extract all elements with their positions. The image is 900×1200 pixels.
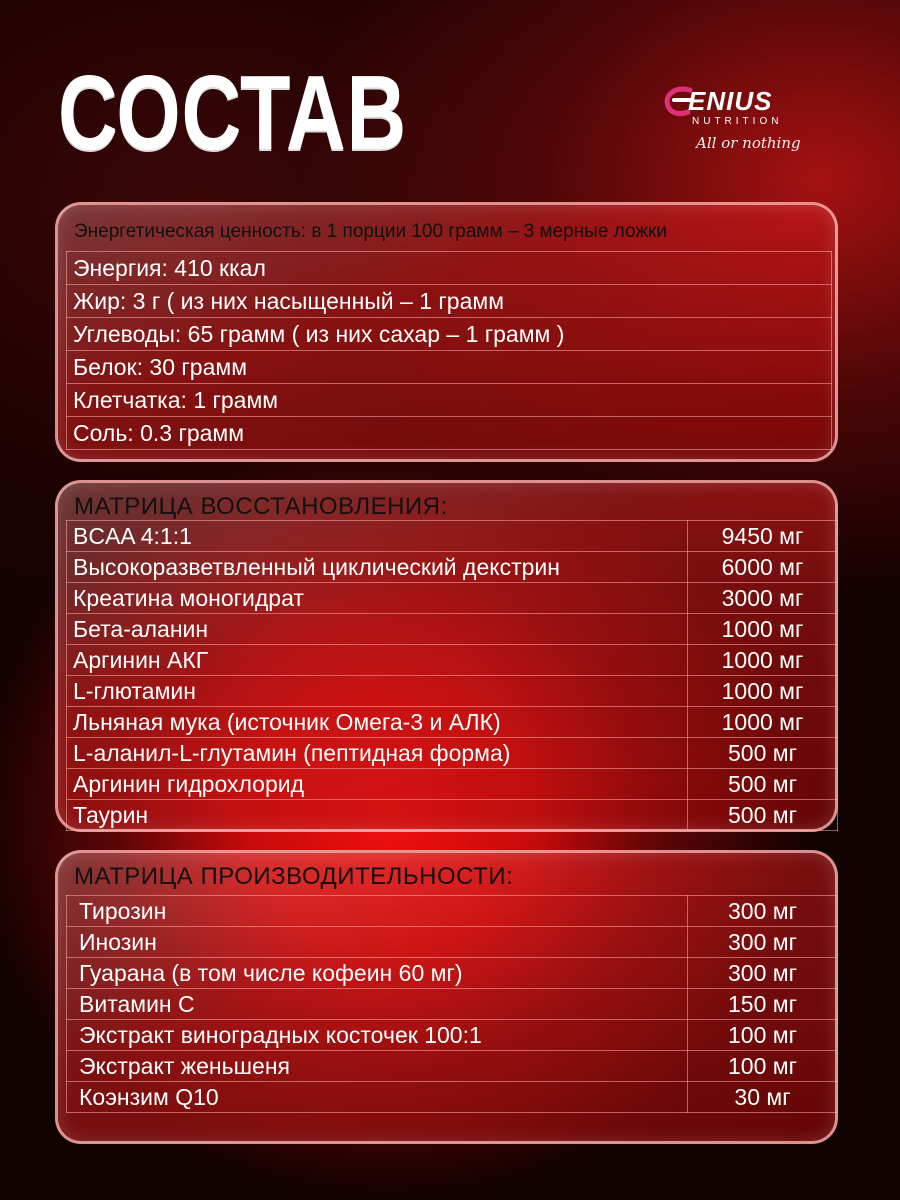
energy-row-text: Белок: 30 грамм [67,351,832,384]
ingredient-amount: 1000 мг [688,707,838,738]
table-row [67,318,832,351]
table-row [67,384,832,417]
performance-table [66,895,838,1113]
table-row [67,1051,838,1082]
ingredient-amount: 300 мг [688,896,838,927]
table-row [67,285,832,318]
table-row [67,552,838,583]
ingredient-amount: 500 мг [688,769,838,800]
table-row [67,252,832,285]
table-row [67,989,838,1020]
table-row [67,896,838,927]
energy-table [66,251,832,450]
table-row [67,927,838,958]
recovery-panel-header: МАТРИЦА ВОССТАНОВЛЕНИЯ: [74,493,448,520]
recovery-table [66,520,838,831]
ingredient-name: Таурин [67,800,688,831]
ingredient-name: BCAA 4:1:1 [67,521,688,552]
ingredient-amount: 1000 мг [688,676,838,707]
table-row [67,800,838,831]
page-title: СОСТАВ [58,54,408,172]
table-row [67,1020,838,1051]
table-row [67,707,838,738]
table-row [67,738,838,769]
ingredient-amount: 300 мг [688,958,838,989]
table-row [67,1082,838,1113]
energy-panel-header: Энергетическая ценность: в 1 порции 100 грамм – 3 мерные ложки [74,221,667,242]
ingredient-amount: 300 мг [688,927,838,958]
ingredient-amount: 1000 мг [688,645,838,676]
logo-slogan: All or nothing [696,134,801,152]
ingredient-name: Экстракт женьшеня [67,1051,688,1082]
ingredient-name: Высокоразветвленный циклический декстрин [67,552,688,583]
ingredient-name: Бета-аланин [67,614,688,645]
ingredient-name: L-аланил-L-глутамин (пептидная форма) [67,738,688,769]
table-row [67,676,838,707]
performance-panel-header: МАТРИЦА ПРОИЗВОДИТЕЛЬНОСТИ: [74,863,514,890]
ingredient-amount: 1000 мг [688,614,838,645]
ingredient-name: Аргинин гидрохлорид [67,769,688,800]
ingredient-amount: 9450 мг [688,521,838,552]
ingredient-amount: 3000 мг [688,583,838,614]
table-row [67,958,838,989]
ingredient-name: Тирозин [67,896,688,927]
energy-row-text: Жир: 3 г ( из них насыщенный – 1 грамм [67,285,832,318]
ingredient-amount: 100 мг [688,1020,838,1051]
table-row [67,769,838,800]
brand-logo [660,82,840,162]
ingredient-name: Креатина моногидрат [67,583,688,614]
ingredient-name: Гуарана (в том числе кофеин 60 мг) [67,958,688,989]
ingredient-amount: 500 мг [688,738,838,769]
ingredient-name: Коэнзим Q10 [67,1082,688,1113]
ingredient-amount: 30 мг [688,1082,838,1113]
energy-row-text: Углеводы: 65 грамм ( из них сахар – 1 грамм ) [67,318,832,351]
energy-row-text: Клетчатка: 1 грамм [67,384,832,417]
table-row [67,614,838,645]
logo-sub-text: NUTRITION [692,116,783,127]
ingredient-name: Аргинин АКГ [67,645,688,676]
ingredient-name: L-глютамин [67,676,688,707]
energy-row-text: Соль: 0.3 грамм [67,417,832,450]
performance-matrix-panel [55,850,838,1144]
table-row [67,645,838,676]
table-row [67,521,838,552]
logo-brand-text: ENIUS [688,86,773,116]
ingredient-amount: 150 мг [688,989,838,1020]
ingredient-amount: 6000 мг [688,552,838,583]
recovery-matrix-panel [55,480,838,832]
ingredient-name: Экстракт виноградных косточек 100:1 [67,1020,688,1051]
ingredient-name: Инозин [67,927,688,958]
table-row [67,417,832,450]
table-row [67,583,838,614]
ingredient-name: Витамин С [67,989,688,1020]
ingredient-name: Льняная мука (источник Омега-3 и АЛК) [67,707,688,738]
ingredient-amount: 500 мг [688,800,838,831]
energy-value-panel [55,202,838,462]
ingredient-amount: 100 мг [688,1051,838,1082]
energy-row-text: Энергия: 410 ккал [67,252,832,285]
table-row [67,351,832,384]
